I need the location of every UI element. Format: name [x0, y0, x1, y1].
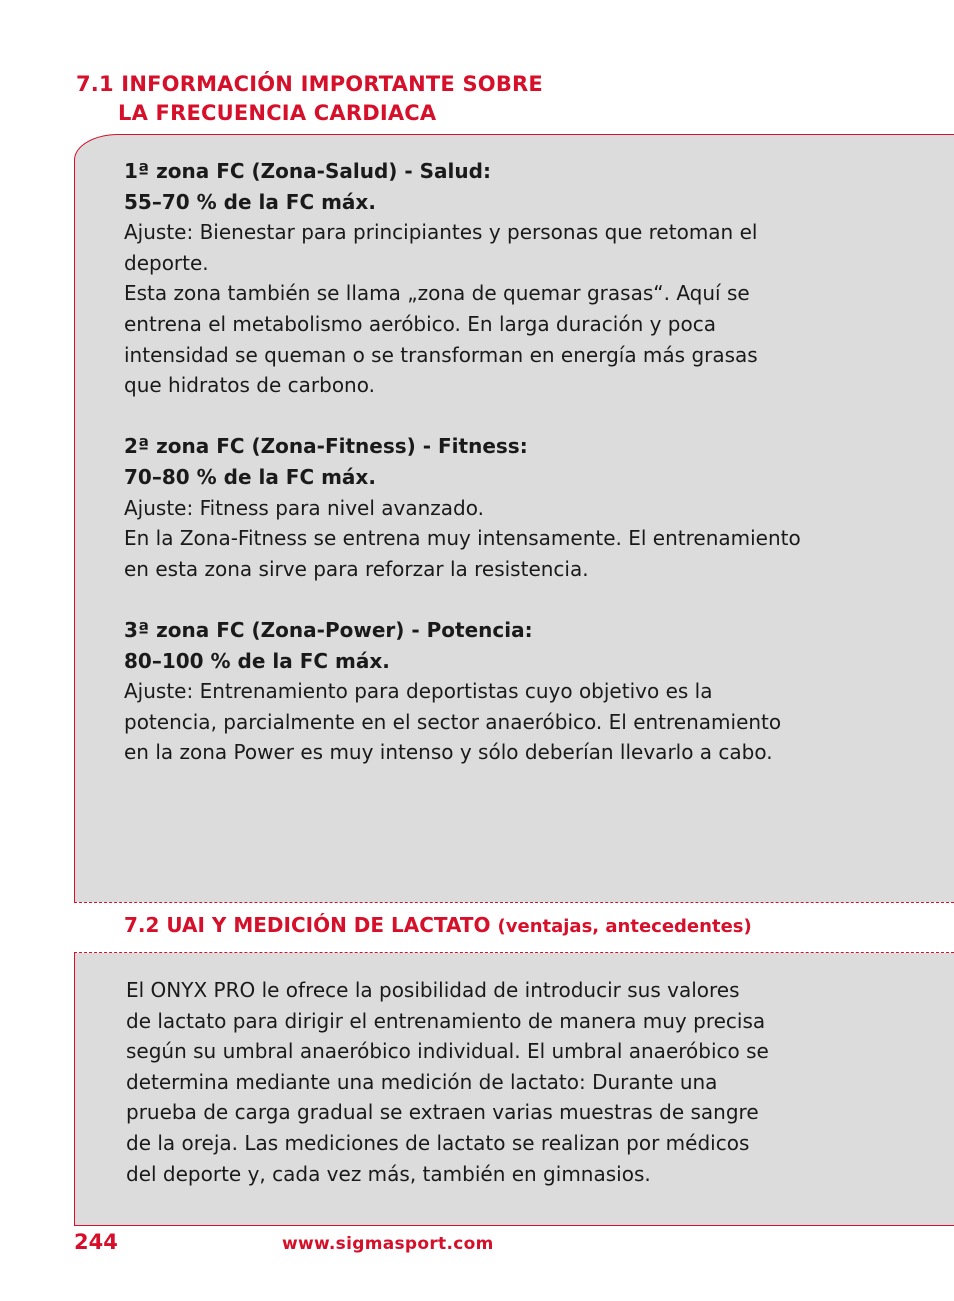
zone-text-line: En la Zona-Fitness se entrena muy intensamente. El entrenamiento [124, 526, 801, 551]
body-line: de lactato para dirigir el entrenamiento de manera muy precisa [126, 1008, 766, 1033]
zone-text-line: en la zona Power es muy intenso y sólo deberían llevarlo a cabo. [124, 740, 773, 765]
zone-text-line: Ajuste: Bienestar para principiantes y personas que retoman el [124, 220, 758, 245]
zone-text-line: potencia, parcialmente en el sector anaeróbico. El entrenamiento [124, 709, 782, 734]
section-2-title-main: 7.2 UAI Y MEDICIÓN DE LACTATO [124, 913, 491, 937]
body-line: prueba de carga gradual se extraen varias muestras de sangre [126, 1100, 759, 1125]
body-line: de la oreja. Las mediciones de lactato se realizan por médicos [126, 1130, 750, 1155]
zone-2 [124, 431, 884, 584]
body-line: determina mediante una medición de lactato: Durante una [126, 1069, 718, 1094]
body-line: del deporte y, cada vez más, también en gimnasios. [126, 1161, 651, 1186]
zone-text-line: en esta zona sirve para reforzar la resistencia. [124, 556, 589, 581]
page-number: 244 [74, 1230, 118, 1254]
zone-1 [124, 156, 884, 401]
section-title-line1: 7.1 INFORMACIÓN IMPORTANTE SOBRE [76, 72, 543, 96]
zone-3 [124, 615, 884, 768]
zone-text-line: intensidad se queman o se transforman en energía más grasas [124, 342, 758, 367]
section-2-header-band [74, 902, 954, 953]
zone-heading: 1ª zona FC (Zona-Salud) - Salud: [124, 159, 491, 183]
footer-url[interactable]: www.sigmasport.com [282, 1234, 494, 1254]
section-2-title [124, 913, 752, 937]
zone-text-line: que hidratos de carbono. [124, 373, 375, 398]
zones-list [124, 156, 884, 798]
zone-range: 55–70 % de la FC máx. [124, 189, 376, 214]
zone-range: 70–80 % de la FC máx. [124, 464, 376, 489]
zone-text-line: entrena el metabolismo aeróbico. En larga duración y poca [124, 311, 716, 336]
zone-range: 80–100 % de la FC máx. [124, 648, 390, 673]
section-2-body [126, 975, 846, 1189]
section-title [76, 70, 543, 128]
body-line: según su umbral anaeróbico individual. El umbral anaeróbico se [126, 1039, 769, 1064]
zone-text-line: Ajuste: Entrenamiento para deportistas cuyo objetivo es la [124, 679, 713, 704]
section-title-line2: LA FRECUENCIA CARDIACA [118, 101, 437, 125]
zone-text-line: Esta zona también se llama „zona de quemar grasas“. Aquí se [124, 281, 750, 306]
zone-heading: 3ª zona FC (Zona-Power) - Potencia: [124, 617, 533, 642]
zone-heading: 2ª zona FC (Zona-Fitness) - Fitness: [124, 434, 528, 459]
body-line: El ONYX PRO le ofrece la posibilidad de introducir sus valores [126, 978, 740, 1002]
zone-text-line: Ajuste: Fitness para nivel avanzado. [124, 495, 484, 520]
zone-text-line: deporte. [124, 250, 209, 275]
section-2-title-sub: (ventajas, antecedentes) [497, 916, 752, 937]
